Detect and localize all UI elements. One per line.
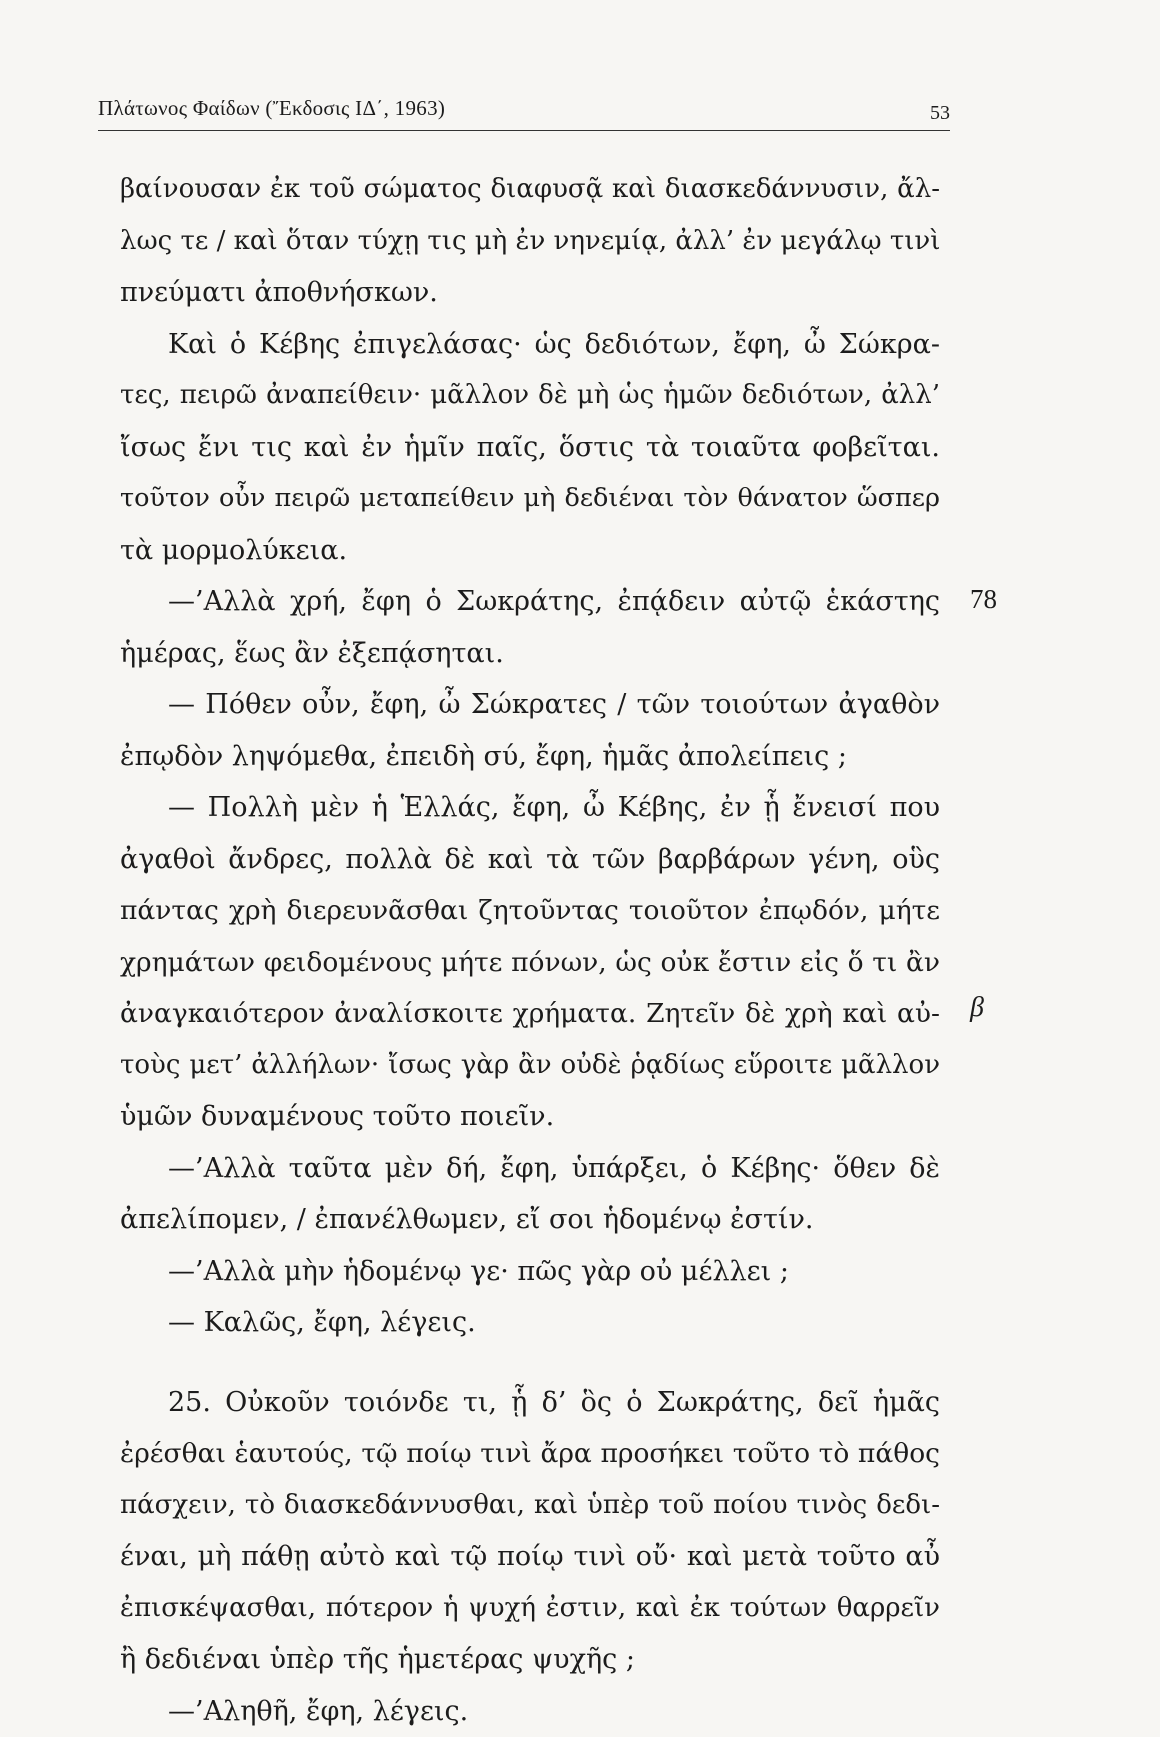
text-line: ἀπελίπομεν, / ἐπανέλθωμεν, εἴ σοι ἡδομένῳ ἐστίν.	[120, 1194, 940, 1246]
text-line: λως τε / καὶ ὅταν τύχῃ τις μὴ ἐν νηνεμίᾳ, ἀλλ’ ἐν μεγάλῳ τινὶ	[120, 216, 940, 268]
text-line: τοὺς μετ’ ἀλλήλων· ἴσως γὰρ ἂν οὐδὲ ῥᾳδίως εὕροιτε μᾶλλον	[120, 1040, 940, 1092]
running-header	[98, 96, 950, 126]
text-line: πνεύματι ἀποθνήσκων.	[120, 267, 940, 319]
text-line: ἐπῳδὸν ληψόμεθα, ἐπειδὴ σύ, ἔφη, ἡμᾶς ἀπολείπεις ;	[120, 731, 940, 783]
text-line: ἀναγκαιότερον ἀναλίσκοιτε χρήματα. Ζητεῖν δὲ χρὴ καὶ αὐ-	[120, 988, 940, 1040]
text-line: —’Αλλὰ χρή, ἔφη ὁ Σωκράτης, ἐπᾴδειν αὐτῷ ἑκάστης	[120, 576, 940, 628]
text-line: τοῦτον οὖν πειρῶ μεταπείθειν μὴ δεδιέναι τὸν θάνατον ὥσπερ	[120, 473, 940, 525]
text-line: βαίνουσαν ἐκ τοῦ σώματος διαφυσᾷ καὶ διασκεδάννυσιν, ἄλ-	[120, 164, 940, 216]
margin-note-subsection: β	[970, 992, 984, 1024]
text-line: ἡμέρας, ἕως ἂν ἐξεπᾴσηται.	[120, 628, 940, 680]
margin-note-section: 78	[970, 584, 997, 615]
page-number: 53	[930, 102, 950, 125]
text-line: χρημάτων φειδομένους μήτε πόνων, ὡς οὐκ ἔστιν εἰς ὅ τι ἂν	[120, 937, 940, 989]
text-line: ἴσως ἔνι τις καὶ ἐν ἡμῖν παῖς, ὅστις τὰ τοιαῦτα φοβεῖται.	[120, 422, 940, 474]
text-line: πάσχειν, τὸ διασκεδάννυσθαι, καὶ ὑπὲρ τοῦ ποίου τινὸς δεδι-	[120, 1480, 940, 1532]
text-line: ἢ δεδιέναι ὑπὲρ τῆς ἡμετέρας ψυχῆς ;	[120, 1634, 940, 1686]
text-line: —’Αλλὰ ταῦτα μὲν δή, ἔφη, ὑπάρξει, ὁ Κέβης· ὅθεν δὲ	[120, 1143, 940, 1195]
body-text	[120, 164, 940, 1737]
text-line: πάντας χρὴ διερευνᾶσθαι ζητοῦντας τοιοῦτον ἐπῳδόν, μήτε	[120, 885, 940, 937]
text-line: — Πόθεν οὖν, ἔφη, ὦ Σώκρατες / τῶν τοιούτων ἀγαθὸν	[120, 679, 940, 731]
text-line: ἐρέσθαι ἑαυτούς, τῷ ποίῳ τινὶ ἄρα προσήκει τοῦτο τὸ πάθος	[120, 1428, 940, 1480]
text-line: ὑμῶν δυναμένους τοῦτο ποιεῖν.	[120, 1091, 940, 1143]
header-title: Πλάτωνος Φαίδων (Ἔκδοσις ΙΔ΄, 1963)	[98, 96, 445, 121]
text-line: έναι, μὴ πάθῃ αὐτὸ καὶ τῷ ποίῳ τινὶ οὔ· καὶ μετὰ τοῦτο αὖ	[120, 1531, 940, 1583]
text-line: 25. Οὐκοῦν τοιόνδε τι, ᾗ δ’ ὃς ὁ Σωκράτης, δεῖ ἡμᾶς	[120, 1377, 940, 1429]
text-line: τες, πειρῶ ἀναπείθειν· μᾶλλον δὲ μὴ ὡς ἡμῶν δεδιότων, ἀλλ’	[120, 370, 940, 422]
text-line: —’Αληθῆ, ἔφη, λέγεις.	[120, 1686, 940, 1737]
header-rule	[98, 130, 950, 131]
text-line: — Καλῶς, ἔφη, λέγεις.	[120, 1297, 940, 1349]
text-line: ἀγαθοὶ ἄνδρες, πολλὰ δὲ καὶ τὰ τῶν βαρβάρων γένη, οὓς	[120, 834, 940, 886]
text-line: τὰ μορμολύκεια.	[120, 525, 940, 577]
text-line: — Πολλὴ μὲν ἡ Ἑλλάς, ἔφη, ὦ Κέβης, ἐν ᾗ ἔνεισί που	[120, 782, 940, 834]
text-line: Καὶ ὁ Κέβης ἐπιγελάσας· ὡς δεδιότων, ἔφη, ὦ Σώκρα-	[120, 319, 940, 371]
text-line: ἐπισκέψασθαι, πότερον ἡ ψυχή ἐστιν, καὶ ἐκ τούτων θαρρεῖν	[120, 1583, 940, 1635]
text-line: —’Αλλὰ μὴν ἡδομένῳ γε· πῶς γὰρ οὐ μέλλει ;	[120, 1246, 940, 1298]
